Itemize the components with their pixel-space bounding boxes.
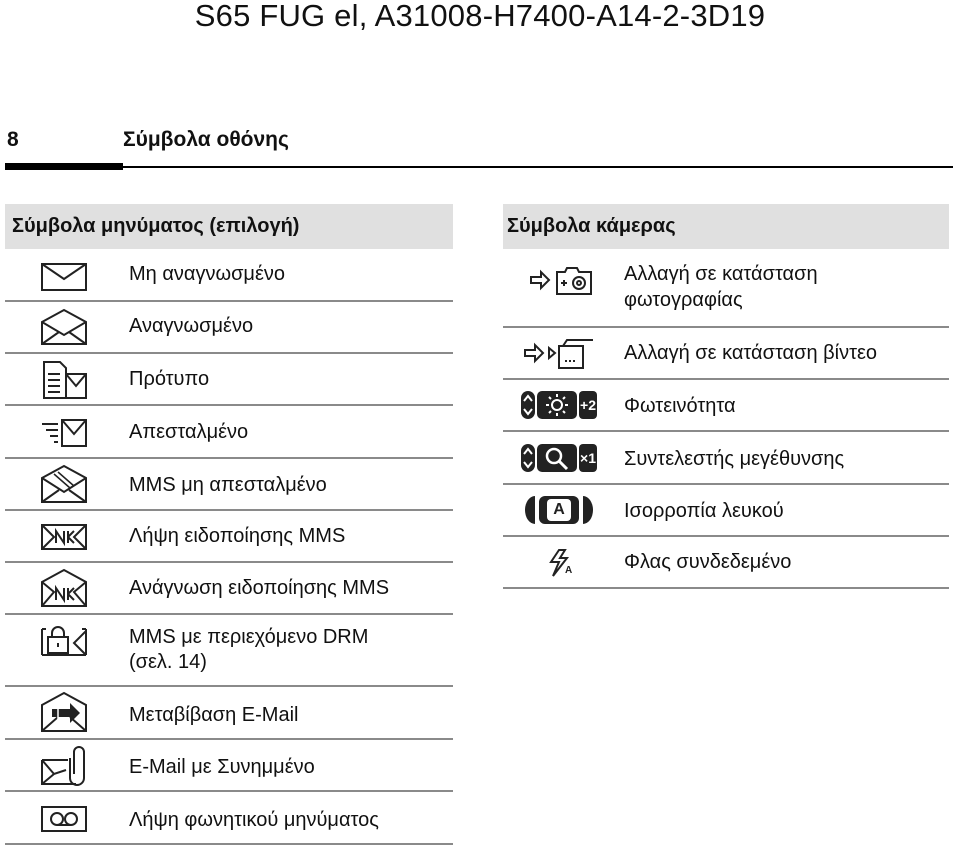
table-row [5,459,453,511]
flash-mode-value: A [565,565,573,576]
table-row [5,354,453,406]
list-item-label: MMS μη απεσταλμένο [129,474,327,496]
zoom-icon [519,442,599,474]
chapter-rule [123,166,953,168]
mms-unsent-icon [40,464,88,504]
flash-icon [549,548,575,578]
voicemail-icon [40,805,88,833]
list-item-label: Αναγνωσμένο [129,315,254,337]
envelope-read-icon [40,308,88,346]
chapter-rule-accent [5,163,123,170]
table-row [503,328,949,380]
table-row [5,615,453,687]
message-symbols-heading: Σύμβολα μηνύματος (επιλογή) [5,204,453,249]
list-item-label: Απεσταλμένο [129,421,249,443]
list-item-label: E-Mail με Συνημμένο [129,756,315,778]
table-row [5,687,453,740]
table-row [503,537,949,589]
list-item-label: Ανάγνωση ειδοποίησης MMS [129,577,390,599]
envelope-sent-icon [40,418,88,448]
table-row [503,485,949,537]
list-item-label: Λήψη ειδοποίησης MMS [129,525,346,547]
list-item-label: Πρότυπο [129,368,210,390]
camera-symbols-heading: Σύμβολα κάμερας [503,204,949,249]
list-item-label: Φωτεινότητα [624,395,736,417]
list-item-label: Συντελεστής μεγέθυνσης [624,448,845,470]
mms-notification-icon [40,523,88,551]
message-symbols-table [5,204,453,845]
white-balance-icon [519,494,599,526]
chapter-title: Σύμβολα οθόνης [123,128,289,151]
brightness-value: +2 [580,397,596,413]
document-header: S65 FUG el, A31008-H7400-A14-2-3D19 [194,0,766,33]
email-attachment-icon [40,744,88,786]
list-item-label-cont: φωτογραφίας [624,289,743,311]
mms-notification-read-icon [40,568,88,608]
photo-mode-icon [529,265,595,297]
table-row [503,249,949,328]
table-row [5,792,453,845]
list-item-label: Λήψη φωνητικού μηνύματος [129,809,379,831]
table-row [5,302,453,354]
brightness-icon [519,389,599,421]
email-forward-icon [40,691,88,733]
zoom-value: ×1 [580,450,596,466]
list-item-label: Αλλαγή σε κατάσταση [624,263,818,285]
table-row [5,249,453,302]
table-row [5,511,453,563]
list-item-label: Ισορροπία λευκού [624,500,784,522]
table-row [5,740,453,792]
table-row [5,406,453,459]
list-item-label-cont: (σελ. 14) [129,651,207,673]
table-row [503,432,949,485]
white-balance-value: A [553,501,565,518]
chapter-number: 8 [7,128,19,151]
list-item-label: Μη αναγνωσμένο [129,263,285,285]
template-icon [40,360,88,400]
video-mode-icon [523,336,595,370]
list-item-label: Μεταβίβαση E-Mail [129,704,299,726]
mms-drm-icon [40,625,88,659]
list-item-label: Φλας συνδεδεμένο [624,551,792,573]
camera-symbols-table [503,204,949,589]
table-row [503,380,949,432]
envelope-unread-icon [40,262,88,292]
table-row [5,563,453,615]
list-item-label: MMS με περιεχόμενο DRM [129,626,369,648]
list-item-label: Αλλαγή σε κατάσταση βίντεο [624,342,878,364]
